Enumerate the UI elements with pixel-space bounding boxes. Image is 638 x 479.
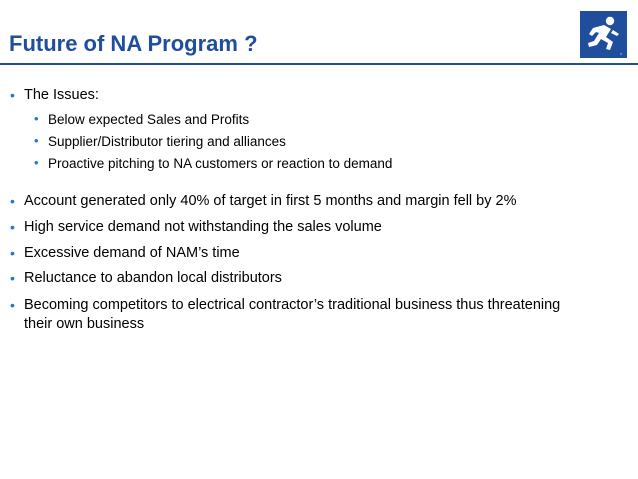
sub-item: Proactive pitching to NA customers or reaction to demand (48, 156, 393, 171)
bullet-dot: • (34, 155, 39, 170)
list-item: Becoming competitors to electrical contractor’s traditional business thus threatening (24, 297, 561, 313)
list-item-continuation: their own business (24, 316, 145, 332)
issues-heading: The Issues: (24, 87, 99, 103)
title-underline (0, 63, 638, 65)
slide-title: Future of NA Program ? (9, 31, 258, 56)
bullet-dot: • (10, 297, 15, 313)
bullet-dot: • (10, 270, 15, 286)
bullet-dot: • (34, 111, 39, 126)
svg-text:>: > (620, 51, 623, 56)
list-item: Reluctance to abandon local distributors (24, 270, 282, 286)
running-figure-icon (580, 11, 627, 58)
sub-item: Below expected Sales and Profits (48, 112, 250, 127)
bullet-dot: • (10, 245, 15, 261)
list-item: Excessive demand of NAM’s time (24, 245, 240, 261)
bullet-dot: • (10, 193, 15, 209)
bullet-dot: • (10, 219, 15, 235)
list-item: High service demand not withstanding the sales volume (24, 219, 382, 235)
bullet-dot: • (34, 133, 39, 148)
bullet-dot: • (10, 87, 15, 103)
sub-item: Supplier/Distributor tiering and alliances (48, 134, 286, 149)
list-item: Account generated only 40% of target in first 5 months and margin fell by 2% (24, 193, 517, 209)
